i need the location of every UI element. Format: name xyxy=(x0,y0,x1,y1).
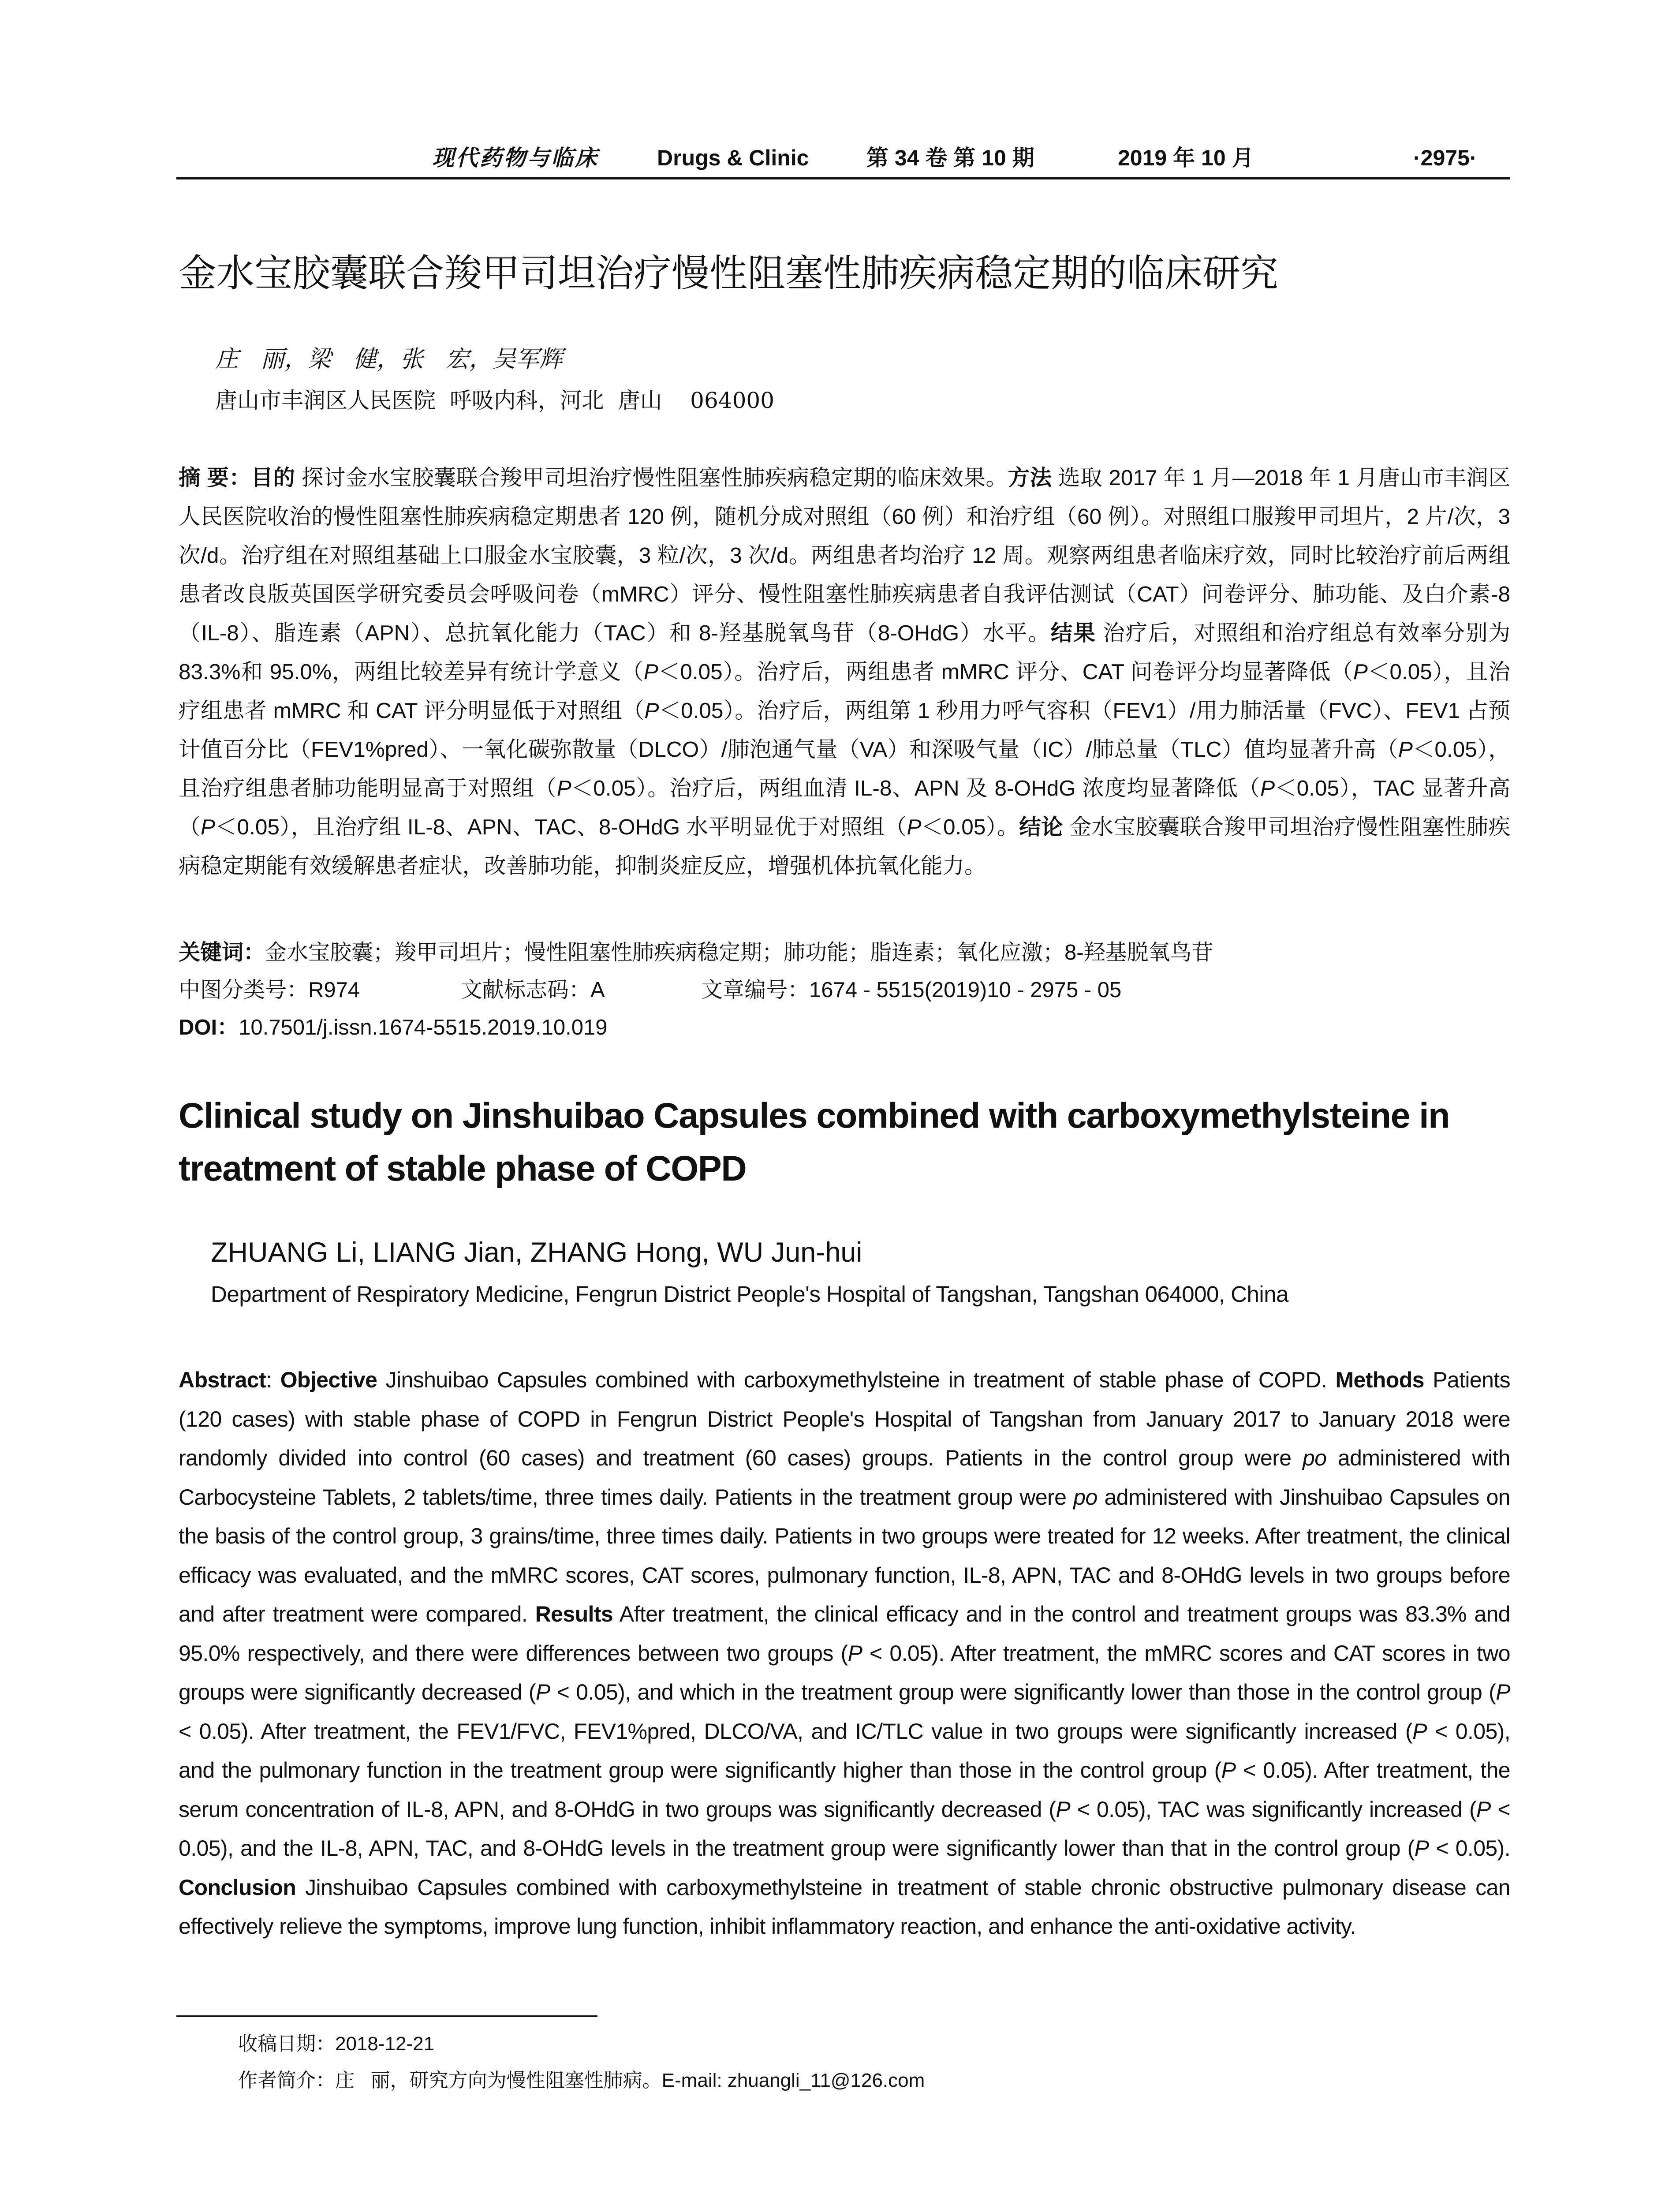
article-number: 文章编号：1674 - 5515(2019)10 - 2975 - 05 xyxy=(701,978,1122,1002)
results-cn-text: ＜0.05）。治疗后，两组患者 mMRC 评分、CAT 问卷评分均显著降低（ xyxy=(658,660,1353,684)
affiliation-cn: 唐山市丰润区人民医院 呼吸内科，河北 唐山 064000 xyxy=(215,388,775,413)
title-en: Clinical study on Jinshuibao Capsules combined with carboxymethylsteine in treatment of stable phase of COPD xyxy=(179,1096,1450,1188)
issue-date: 2019 年 10 月 xyxy=(1118,146,1254,170)
po-term: po xyxy=(1303,1446,1327,1470)
conclusion-cn-text: 金水宝胶囊联合羧甲司坦治疗慢性阻塞性肺疾病稳定期能有效缓解患者症状，改善肺功能，抑制炎症反应，增强机体抗氧化能力。 xyxy=(179,815,1511,878)
affiliation-en: Department of Respiratory Medicine, Fengrun District People's Hospital of Tangshan, Tangshan 064000, China xyxy=(211,1282,1288,1307)
methods-en-text: administered with Jinshuibao Capsules on the basis of the control group, 3 grains/time, three times daily. Patients in two groups were treated for 12 weeks. After treatment, the clinical efficacy was evaluated, and the mMRC scores, CAT scores, pulmonary function, IL-8, APN, TAC and 8-OHdG levels in two groups before and after treatment were compared. xyxy=(179,1484,1510,1626)
results-en-text: < 0.05). After treatment, the mMRC scores and CAT scores in two groups were significantly decreased ( xyxy=(179,1641,1510,1704)
p-symbol: P xyxy=(535,1680,550,1704)
classification-line xyxy=(179,972,1237,1008)
methods-en-text: Patients (120 cases) with stable phase of COPD in Fengrun District People's Hospital of Tangshan from January 2017 to January 2018 were randomly divided into control (60 cases) and treatment (60 cases) groups. Patients in the control group were xyxy=(179,1368,1510,1470)
results-en-text: After treatment, the clinical efficacy and in the control and treatment groups was 83.3% and 95.0% respectively, and there were differences between two groups ( xyxy=(179,1602,1510,1666)
received-date: 收稿日期：2018-12-21 xyxy=(238,2033,435,2055)
methods-cn-text: 选取 2017 年 1 月—2018 年 1 月唐山市丰润区人民医院收治的慢性阻塞性肺疾病稳定期患者 120 例，随机分成对照组（60 例）和治疗组（60 例）。对照组口服羧甲司坦片，2 片/次，3 次/d。治疗组在对照组基础上口服金水宝胶囊，3 粒/次，3 次/d。两组患者均治疗 12 周。观察两组患者临床疗效，同时比较治疗前后两组患者改良版英国医学研究委员会呼吸问卷（mMRC）评分、慢性阻塞性肺疾病患者自我评估测试（CAT）问卷评分、肺功能、及白介素-8（IL-8）、脂连素（APN）、总抗氧化能力（TAC）和 8-羟基脱氧鸟苷（8-OHdG）水平。 xyxy=(179,466,1510,645)
abstract-cn xyxy=(179,459,1510,886)
conclusion-cn-label: 结论 xyxy=(1019,815,1064,839)
results-en-label: Results xyxy=(535,1602,613,1626)
p-symbol: P xyxy=(1353,660,1368,684)
p-symbol: P xyxy=(1398,737,1413,762)
volume-issue: 第 34 卷 第 10 期 xyxy=(866,146,1034,170)
title-cn: 金水宝胶囊联合羧甲司坦治疗慢性阻塞性肺疾病稳定期的临床研究 xyxy=(179,252,1278,295)
conclusion-en-text: Jinshuibao Capsules combined with carboxymethylsteine in treatment of stable chronic obstructive pulmonary disease can effectively relieve the symptoms, improve lung function, inhibit inflammatory reaction, and enhance the anti-oxidative activity. xyxy=(179,1875,1510,1939)
p-symbol: P xyxy=(1496,1680,1510,1704)
results-cn-text: 治疗后，对照组和治疗组总有效率分别为 83.3%和 95.0%，两组比较差异有统计学意义（ xyxy=(179,621,1511,684)
p-symbol: P xyxy=(644,699,659,723)
objective-cn-label: 目的 xyxy=(251,466,295,490)
p-symbol: P xyxy=(1056,1797,1071,1822)
doi-line xyxy=(179,1010,608,1045)
po-term: po xyxy=(1073,1484,1098,1510)
abstract-cn-label: 摘 要： xyxy=(179,466,251,490)
p-symbol: P xyxy=(847,1641,862,1666)
footnote-rule xyxy=(176,2015,597,2017)
results-en-text: < 0.05). After treatment, the serum concentration of IL-8, APN, and 8-OHdG in two groups was significantly decreased ( xyxy=(179,1758,1511,1822)
methods-en-text: administered with Carbocysteine Tablets, 2 tablets/time, three times daily. Patients in the treatment group were xyxy=(179,1446,1510,1510)
p-symbol: P xyxy=(556,776,571,800)
results-cn-text: ＜0.05）。 xyxy=(921,815,1019,839)
page-number: ·2975· xyxy=(1413,146,1477,170)
clc-number: 中图分类号：R974 xyxy=(179,978,360,1002)
objective-en-text: Jinshuibao Capsules combined with carboxymethylsteine in treatment of stable phase of COPD. xyxy=(377,1368,1336,1392)
author-bio: 作者简介：庄 丽，研究方向为慢性阻塞性肺病。E-mail: zhuangli_11@126.com xyxy=(238,2070,925,2091)
p-symbol: P xyxy=(907,815,922,839)
authors-cn: 庄 丽，梁 健，张 宏，吴军辉 xyxy=(215,346,563,373)
abstract-en-label: Abstract xyxy=(179,1368,266,1392)
results-en-text: < 0.05). After treatment, the FEV1/FVC, FEV1%pred, DLCO/VA, and IC/TLC value in two groups were significantly increased ( xyxy=(179,1719,1413,1744)
p-symbol: P xyxy=(1476,1797,1491,1822)
doi-value: 10.7501/j.issn.1674-5515.2019.10.019 xyxy=(239,1016,608,1039)
p-symbol: P xyxy=(1414,1836,1429,1861)
abstract-en-sep: : xyxy=(266,1368,280,1392)
results-en-text: < 0.05), and the IL-8, APN, TAC, and 8-OHdG levels in the treatment group were significantly lower than that in the control group ( xyxy=(179,1797,1510,1861)
journal-name-en: Drugs & Clinic xyxy=(657,146,809,170)
p-symbol: P xyxy=(1412,1719,1427,1744)
p-symbol: P xyxy=(1221,1758,1236,1783)
methods-cn-label: 方法 xyxy=(1008,466,1052,490)
p-symbol: P xyxy=(643,660,658,684)
header-rule xyxy=(176,177,1510,179)
keywords-cn xyxy=(179,935,1213,970)
results-cn-text: ＜0.05），且治疗组患者 mMRC 和 CAT 评分明显低于对照组（ xyxy=(179,660,1510,723)
objective-en-label: Objective xyxy=(280,1368,377,1392)
keywords-cn-text: 金水宝胶囊；羧甲司坦片；慢性阻塞性肺疾病稳定期；肺功能；脂连素；氧化应激；8-羟基脱氧鸟苷 xyxy=(265,941,1213,964)
results-en-text: < 0.05), and the pulmonary function in the treatment group were significantly higher than those in the control group ( xyxy=(179,1719,1510,1783)
results-cn-text: ＜0.05），且治疗组患者肺功能明显高于对照组（ xyxy=(179,737,1510,800)
results-en-text: < 0.05), and which in the treatment group were significantly lower than those in the control group ( xyxy=(550,1680,1496,1704)
document-code: 文献标志码：A xyxy=(461,978,605,1002)
results-en-text: < 0.05), TAC was significantly increased ( xyxy=(1070,1797,1477,1822)
methods-en-label: Methods xyxy=(1335,1368,1424,1392)
authors-en: ZHUANG Li, LIANG Jian, ZHANG Hong, WU Jun-hui xyxy=(211,1237,862,1268)
p-symbol: P xyxy=(201,815,216,839)
keywords-cn-label: 关键词： xyxy=(179,941,265,964)
doi-label: DOI： xyxy=(179,1016,239,1039)
conclusion-en-label: Conclusion xyxy=(179,1875,296,1900)
journal-name-cn: 现代药物与临床 xyxy=(432,145,599,171)
objective-cn-text: 探讨金水宝胶囊联合羧甲司坦治疗慢性阻塞性肺疾病稳定期的临床效果。 xyxy=(295,466,1008,490)
results-en-text: < 0.05). xyxy=(1429,1836,1510,1861)
p-symbol: P xyxy=(1260,776,1275,800)
abstract-en xyxy=(179,1360,1510,1946)
results-cn-text: ＜0.05）。治疗后，两组第 1 秒用力呼气容积（FEV1）/用力肺活量（FVC）、FEV1 占预计值百分比（FEV1%pred）、一氧化碳弥散量（DLCO）/肺泡通气量（VA）和深吸气量（IC）/肺总量（TLC）值均显著升高（ xyxy=(179,699,1510,762)
results-cn-label: 结果 xyxy=(1050,621,1096,645)
results-cn-text: ＜0.05），且治疗组 IL-8、APN、TAC、8-OHdG 水平明显优于对照组（ xyxy=(215,815,907,839)
results-cn-text: ＜0.05）。治疗后，两组血清 IL-8、APN 及 8-OHdG 浓度均显著降低（ xyxy=(571,776,1261,800)
results-cn-text: ＜0.05），TAC 显著升高（ xyxy=(179,776,1511,839)
